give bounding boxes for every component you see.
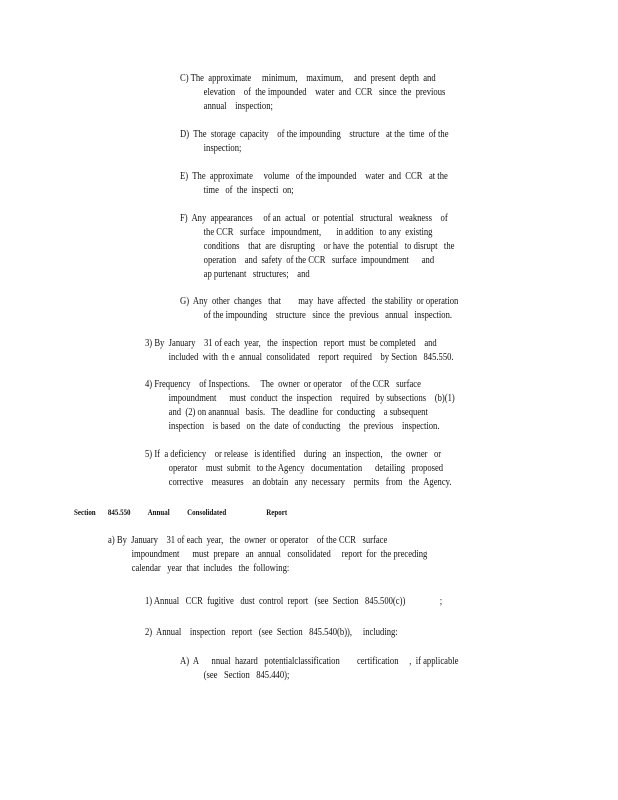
text-line: conditions that are disrupting or have the potential to disrupt the [180,241,455,252]
text-line: annual inspection; [180,101,273,112]
text-line: the CCR surface impoundment, in addition to any existing [180,227,433,238]
text-line: 5) If a deficiency or release is identified during an inspection, the owner or [145,449,442,460]
text-line: D) The storage capacity of the impounding structure at the time of the [180,129,449,140]
text-line: F) Any appearances of an actual or potential structural weakness of [180,213,448,224]
item-a2-a [180,655,458,683]
text-line: impoundment must conduct the inspection required by subsections (b)(1) [145,393,455,404]
text-line: and (2) on anannual basis. The deadline for conducting a subsequent [145,407,428,418]
text-line: corrective measures an dobtain any necessary permits from the Agency. [145,477,452,488]
text-line: operation and safety of the CCR surface impoundment and [180,255,435,266]
text-line: time of the inspecti on; [180,185,294,196]
text-line: 2) Annual inspection report (see Section 845.540(b)), including: [145,627,398,638]
paragraph-3 [145,337,454,365]
item-f [180,212,454,282]
item-d [180,128,449,156]
item-a1 [145,595,442,609]
item-e [180,170,448,198]
section-heading: Section 845.550 Annual Consolidated Report [74,507,288,517]
text-line: A) A nnual hazard potentialclassification certification , if applicable [180,656,459,667]
text-line: 3) By January 31 of each year, the inspection report must be completed and [145,338,437,349]
text-line: G) Any other changes that may have affected the stability or operation [180,296,459,307]
paragraph-5 [145,448,452,490]
item-a2 [145,626,398,640]
text-line: operator must submit to the Agency documentation detailing proposed [145,463,444,474]
text-line: inspection is based on the date of conducting the previous inspection. [145,421,440,432]
text-line: E) The approximate volume of the impounded water and CCR at the [180,171,448,182]
text-line: C) The approximate minimum, maximum, and present depth and [180,73,436,84]
text-line: impoundment must prepare an annual consolidated report for the preceding [108,549,428,560]
text-line: calendar year that includes the following: [108,563,290,574]
text-line: inspection; [180,143,242,154]
text-line: (see Section 845.440); [180,670,290,681]
paragraph-4 [145,378,455,434]
text-line: a) By January 31 of each year, the owner or operator of the CCR surface [108,535,388,546]
text-line: 1) Annual CCR fugitive dust control report (see Section 845.500(c)) ; [145,596,443,607]
item-g [180,295,458,323]
text-line: 4) Frequency of Inspections. The owner or operator of the CCR surface [145,379,421,390]
item-c [180,72,445,114]
text-line: ap purtenant structures; and [180,269,310,280]
text-line: of the impounding structure since the previous annual inspection. [180,310,453,321]
subsection-a [108,534,427,576]
text-line: included with th e annual consolidated report required by Section 845.550. [145,352,454,363]
text-line: elevation of the impounded water and CCR since the previous [180,87,446,98]
